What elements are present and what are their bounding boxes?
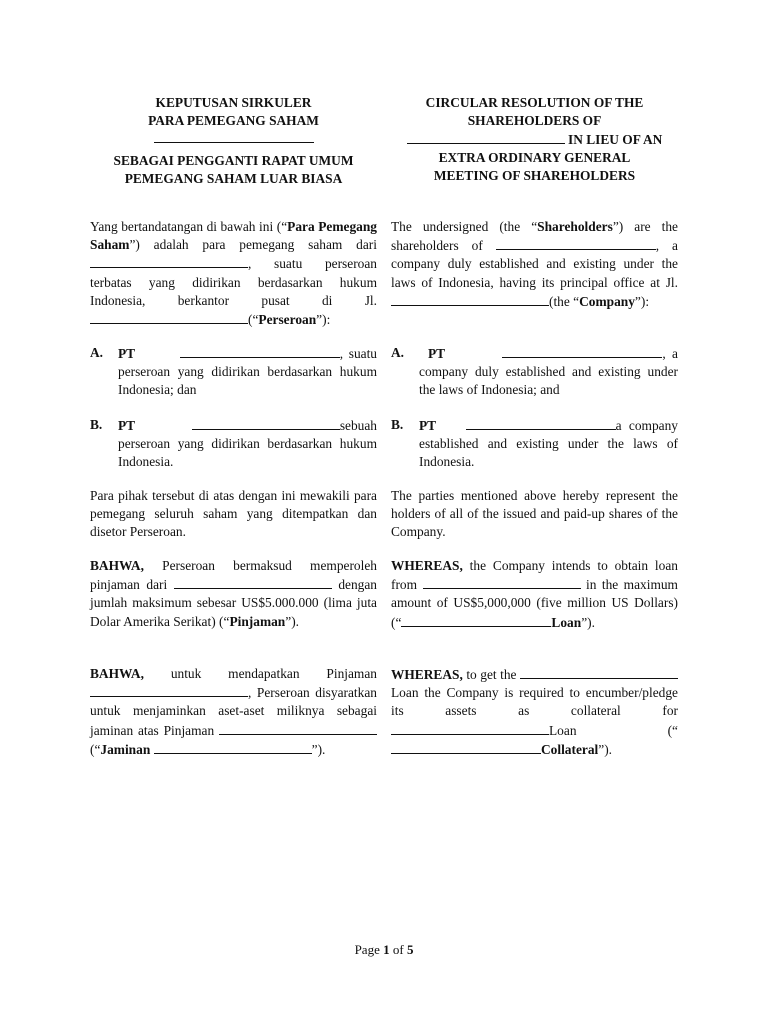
page-label: Page (354, 942, 380, 957)
left-bahwa-2-paragraph: BAHWA, untuk mendapatkan Pinjaman , Perseroan disyaratkan untuk menjaminkan aset-aset miliknya sebagai jaminan atas Pinjaman (“Jaminan ”). (90, 666, 377, 757)
left-item-a-blank (180, 344, 340, 358)
right-title-line-1: CIRCULAR RESOLUTION OF THE (425, 95, 644, 110)
left-title-line-4: PEMEGANG SAHAM LUAR BIASA (124, 171, 343, 186)
left-title-blank (154, 139, 314, 143)
left-item-b: B. PT sebuah perseroan yang didirikan berdasarkan hukum Indonesia. (90, 417, 377, 470)
right-item-b: B. PT a company established and existing under the laws of Indonesia. (391, 417, 679, 470)
right-title-line-2: SHAREHOLDERS OF (467, 113, 602, 128)
right-whereas-1-blank-1 (423, 575, 581, 589)
left-intro-blank-2 (90, 310, 248, 324)
left-parties-paragraph: Para pihak tersebut di atas dengan ini mewakili para pemegang seluruh saham yang ditempatkan dan disetor Perseroan. (90, 488, 377, 540)
right-title-line-3: IN LIEU OF AN (567, 132, 663, 147)
right-title-line-4: EXTRA ORDINARY GENERAL (438, 150, 631, 165)
left-title-line-1: KEPUTUSAN SIRKULER (155, 95, 312, 110)
page-of-label: of (392, 942, 404, 957)
page-number: 1 (383, 942, 390, 957)
left-intro-paragraph: Yang bertandatangan di bawah ini (“Para Pemegang Saham”) adalah para pemegang saham dari , suatu perseroan terbatas yang didirikan berdasarkan hukum Indonesia, berkantor pusat di Jl. (“Perseroan”): (90, 219, 378, 328)
right-item-a: A. PT , a company duly established and existing under the laws of Indonesia; and (391, 345, 678, 398)
right-whereas-2-blank-2 (391, 721, 549, 735)
left-bahwa-2-blank-2 (219, 721, 377, 735)
right-whereas-1-paragraph: WHEREAS, the Company intends to obtain loan from in the maximum amount of US$5,000,000 (five million US Dollars) (“ Loan”). (391, 558, 678, 630)
right-intro-blank-1 (496, 236, 656, 250)
left-bahwa-1-paragraph: BAHWA, Perseroan bermaksud memperoleh pinjaman dari dengan jumlah maksimum sebesar US$5.000.000 (lima juta Dolar Amerika Serikat) (“Pinjaman”). (90, 558, 377, 629)
left-bahwa-2-blank-1 (90, 683, 248, 697)
left-title-line-3: SEBAGAI PENGGANTI RAPAT UMUM (113, 153, 354, 168)
left-intro-blank-1 (90, 254, 248, 268)
left-title (90, 94, 377, 188)
page-total: 5 (406, 942, 414, 957)
right-intro-blank-2 (391, 292, 549, 306)
right-item-b-blank (466, 416, 616, 430)
right-parties-paragraph: The parties mentioned above hereby represent the holders of all of the issued and paid-up shares of the Company. (391, 488, 678, 540)
right-title (391, 94, 678, 185)
right-whereas-1-blank-2 (401, 613, 551, 627)
right-title-line-5: MEETING OF SHAREHOLDERS (433, 168, 636, 183)
right-whereas-2-paragraph: WHEREAS, to get the Loan the Company is required to encumber/pledge its assets as collateral for Loan (“Collateral”). (391, 667, 678, 757)
right-whereas-2-blank-1 (520, 665, 678, 679)
page-footer (0, 941, 768, 959)
right-item-a-blank (502, 344, 662, 358)
right-whereas-2-blank-3 (391, 740, 541, 754)
left-item-a: A. PT , suatu perseroan yang didirikan berdasarkan hukum Indonesia; dan (90, 345, 377, 398)
left-item-b-blank (192, 416, 340, 430)
right-intro-paragraph: The undersigned (the “Shareholders”) are the shareholders of , a company duly established and existing under the laws of Indonesia, having its principal office at Jl. (the “Company”): (391, 219, 678, 309)
right-title-blank (407, 130, 565, 144)
left-title-line-2: PARA PEMEGANG SAHAM (148, 113, 319, 128)
left-bahwa-2-blank-3 (154, 740, 312, 754)
left-bahwa-1-blank (174, 575, 332, 589)
